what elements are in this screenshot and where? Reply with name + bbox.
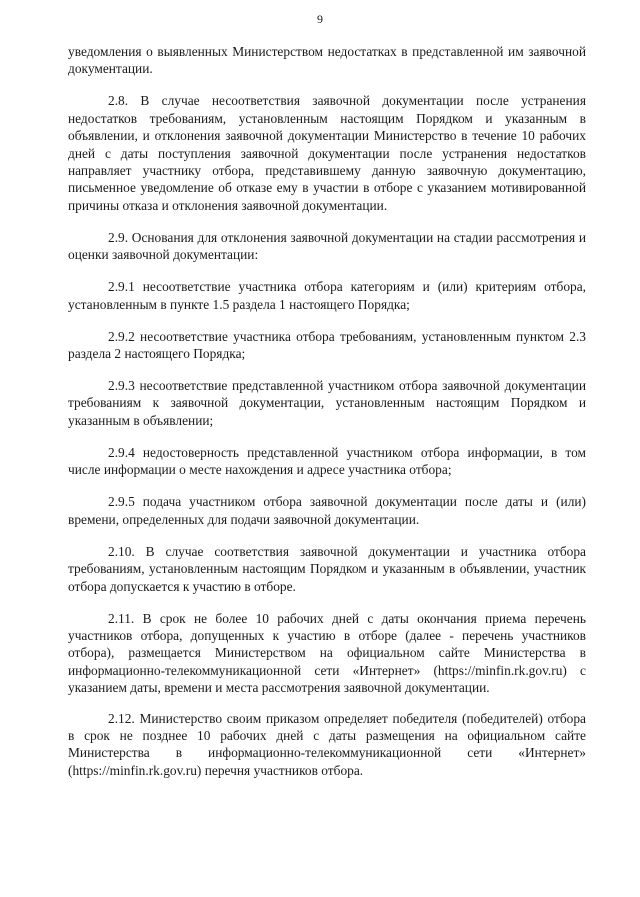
paragraph-2-9-5: 2.9.5 подача участником отбора заявочной документации после даты и (или) времени, определенных для подачи заявочной документации.	[68, 494, 586, 527]
paragraph-2-12: 2.12. Министерство своим приказом определяет победителя (победителей) отбора в срок не позднее 10 рабочих дней с даты размещения на официальном сайте Министерства в информационно-телекоммуникационной сети «Интернет» (https://minfin.rk.gov.ru) перечня участников отбора.	[68, 710, 586, 778]
paragraph-2-9-1: 2.9.1 несоответствие участника отбора категориям и (или) критериям отбора, установленным в пункте 1.5 раздела 1 настоящего Порядка;	[68, 279, 586, 312]
document-body	[68, 43, 586, 794]
page-number: 9	[317, 12, 323, 26]
paragraph-2-10: 2.10. В случае соответствия заявочной документации и участника отбора требованиям, установленным настоящим Порядком и указанным в объявлении, участник отбора допускается к участию в отборе.	[68, 543, 586, 594]
paragraph-2-9: 2.9. Основания для отклонения заявочной документации на стадии рассмотрения и оценки заявочной документации:	[68, 229, 586, 263]
paragraph-2-9-4: 2.9.4 недостоверность представленной участником отбора информации, в том числе информации о месте нахождения и адресе участника отбора;	[68, 444, 586, 478]
paragraph-2-8: 2.8. В случае несоответствия заявочной документации после устранения недостатков требованиям, установленным настоящим Порядком и указанным в объявлении, и отклонения заявочной документации Министерство в течение 10 рабочих дней с даты поступления заявочной документации после устранения недостатков направляет участнику отбора, представившему данную заявочную документацию, письменное уведомление об отказе ему в участии в отборе с указанием мотивированной причины отказа и отклонения заявочной документации.	[68, 93, 586, 213]
paragraph-continuation: уведомления о выявленных Министерством недостатках в представленной им заявочной документации.	[68, 44, 586, 77]
paragraph-2-11: 2.11. В срок не более 10 рабочих дней с даты окончания приема перечень участников отбора, допущенных к участию в отборе (далее - перечень участников отбора), размещается Министерством на официальном сайте Министерства в информационно-телекоммуникационной сети «Интернет» (https://minfin.rk.gov.ru) с указанием даты, времени и места рассмотрения заявочной документации.	[68, 610, 586, 696]
paragraph-2-9-3: 2.9.3 несоответствие представленной участником отбора заявочной документации требованиям к заявочной документации, установленным настоящим Порядком и указанным в объявлении;	[68, 378, 586, 428]
paragraph-2-9-2: 2.9.2 несоответствие участника отбора требованиям, установленным пунктом 2.3 раздела 2 настоящего Порядка;	[68, 328, 586, 362]
